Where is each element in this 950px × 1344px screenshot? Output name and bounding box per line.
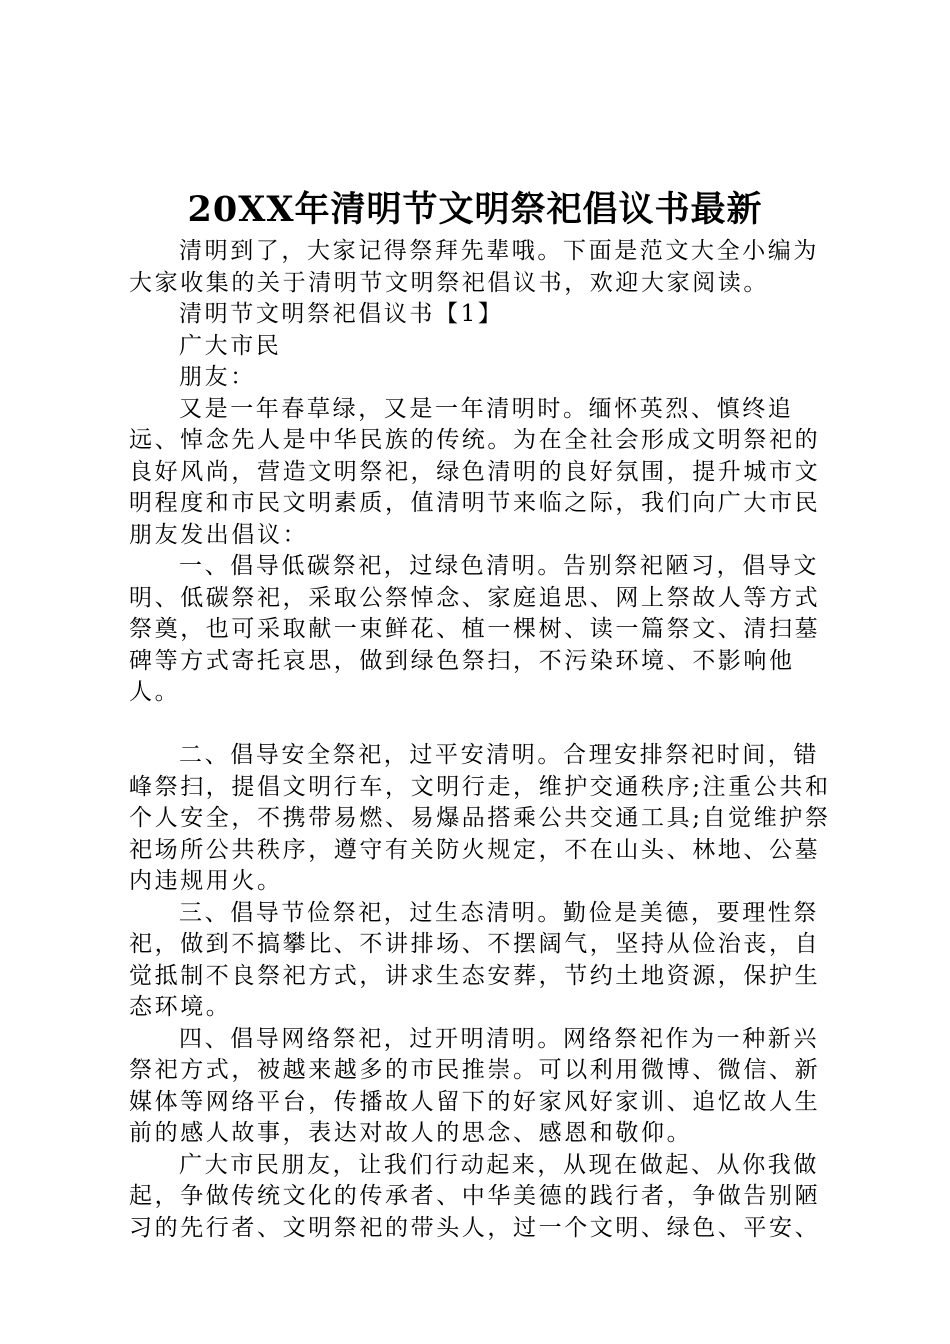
section-heading: 清明节文明祭祀倡议书【1】 bbox=[179, 301, 504, 327]
document-body bbox=[129, 236, 841, 1244]
document-title: 20XX年清明节文明祭祀倡议书最新 bbox=[187, 189, 763, 230]
proposal-paragraph-4: 四、倡导网络祭祀，过开明清明。网络祭祀作为一种新兴祭祀方式，被越来越多的市民推崇。可以利用微博、微信、新媒体等网络平台，传播故人留下的好家风好家训、追忆故人生前的感人故事，表达对故人的思念、感恩和敬仰。 bbox=[129, 1025, 821, 1146]
proposal-paragraph-3: 三、倡导节俭祭祀，过生态清明。勤俭是美德，要理性祭祀，做到不搞攀比、不讲排场、不摆阔气，坚持从俭治丧，自觉抵制不良祭祀方式，讲求生态安葬，节约土地资源，保护生态环境。 bbox=[129, 899, 821, 1020]
closing-paragraph: 广大市民朋友，让我们行动起来，从现在做起、从你我做起，争做传统文化的传承者、中华美德的践行者，争做告别陋习的先行者、文明祭祀的带头人，过一个文明、绿色、平安、 bbox=[129, 1151, 821, 1241]
proposal-paragraph-1: 一、倡导低碳祭祀，过绿色清明。告别祭祀陋习，倡导文明、低碳祭祀，采取公祭悼念、家庭追思、网上祭故人等方式祭奠，也可采取献一束鲜花、植一棵树、读一篇祭文、清扫墓碑等方式寄托哀思，做到绿色祭扫，不污染环境、不影响他人。 bbox=[129, 553, 821, 705]
salutation-line-1: 广大市民 bbox=[179, 332, 282, 359]
salutation-line-2: 朋友： bbox=[179, 364, 256, 390]
blank-line bbox=[129, 709, 841, 741]
proposal-paragraph-2: 二、倡导安全祭祀，过平安清明。合理安排祭祀时间，错峰祭扫，提倡文明行车，文明行走，维护交通秩序;注重公共和个人安全，不携带易燃、易爆品搭乘公共交通工具;自觉维护祭祀场所公共秩序，遵守有关防火规定，不在山头、林地、公墓内违规用火。 bbox=[129, 742, 831, 894]
intro-paragraph: 清明到了，大家记得祭拜先辈哦。下面是范文大全小编为大家收集的关于清明节文明祭祀倡议书，欢迎大家阅读。 bbox=[129, 238, 819, 296]
body-paragraph: 又是一年春草绿，又是一年清明时。缅怀英烈、慎终追远、悼念先人是中华民族的传统。为在全社会形成文明祭祀的良好风尚，营造文明祭祀，绿色清明的良好氛围，提升城市文明程度和市民文明素质，值清明节来临之际，我们向广大市民朋友发出倡议： bbox=[129, 395, 821, 548]
